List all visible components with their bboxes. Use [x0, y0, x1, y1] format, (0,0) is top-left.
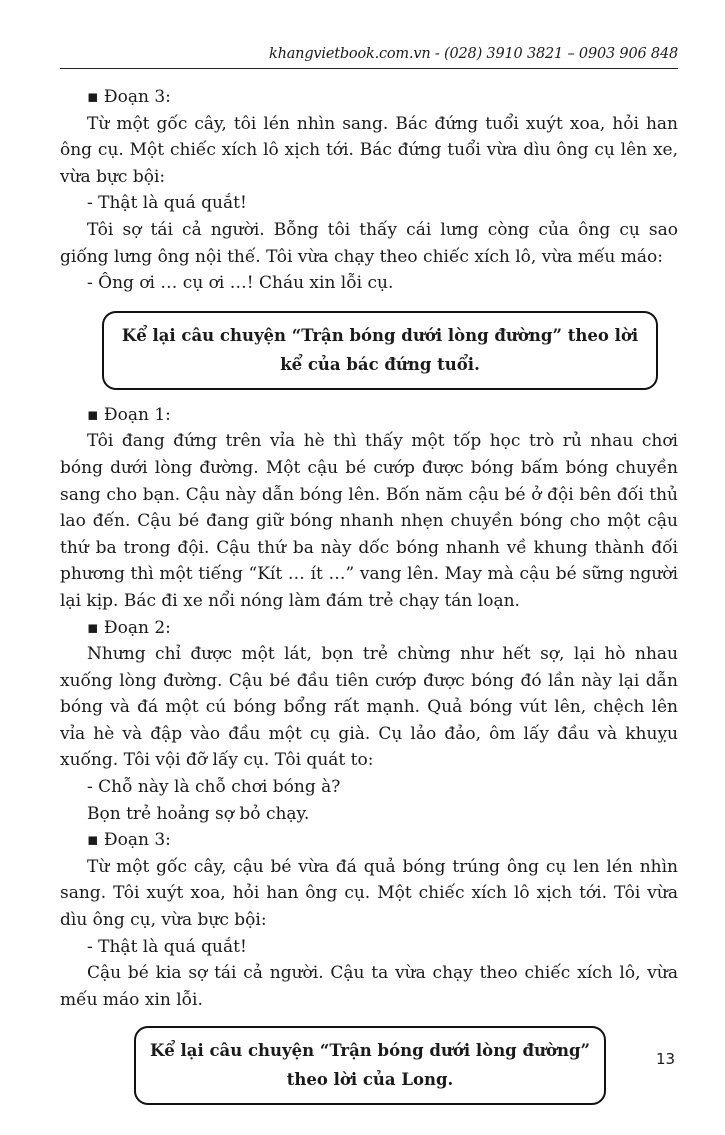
paragraph: Bọn trẻ hoảng sợ bỏ chạy.	[87, 803, 310, 824]
dialogue-line: - Thật là quá quắt!	[87, 936, 247, 957]
dialogue-line: - Ông ơi … cụ ơi …! Cháu xin lỗi cụ.	[87, 273, 394, 294]
paragraph: Tôi đang đứng trên vỉa hè thì thấy một tốp học trò rủ nhau chơi bóng dưới lòng đường. Một cậu bé cướp được bóng bấm bóng chuyền sang cho bạn. Cậu này dẫn bóng lên. Bốn năm cậu bé ở đội bên đối thủ lao đến. Cậu bé đang giữ bóng nhanh nhẹn chuyền bóng cho một cậu thứ ba trong đội. Cậu thứ ba này dốc bóng nhanh về khung thành đối phương thì một tiếng “Kít … ít …” vang lên. May mà cậu bé sững người lại kịp. Bác đi xe nổi nóng làm đám trẻ chạy tán loạn.	[60, 431, 678, 611]
header-divider	[60, 68, 678, 69]
page-number: 13	[656, 1050, 676, 1068]
paragraph: Tôi sợ tái cả người. Bỗng tôi thấy cái lưng còng của ông cụ sao giống lưng ông nội thế. Tôi vừa chạy theo chiếc xích lô, vừa mếu máo:	[60, 219, 678, 267]
page-content	[60, 84, 678, 1105]
page-header: khangvietbook.com.vn - (028) 3910 3821 – 0903 906 848	[269, 46, 678, 62]
task-box	[102, 311, 658, 390]
dialogue-line: - Thật là quá quắt!	[87, 193, 247, 214]
section-heading: ▪ Đoạn 2:	[87, 617, 171, 638]
paragraph: Từ một gốc cây, cậu bé vừa đá quả bóng trúng ông cụ len lén nhìn sang. Tôi xuýt xoa, hỏi han ông cụ. Một chiếc xích lô xịch tới. Tôi vừa dìu ông cụ, vừa bực bội:	[60, 856, 678, 931]
section-heading: ▪ Đoạn 3:	[87, 830, 171, 851]
paragraph: Nhưng chỉ được một lát, bọn trẻ chừng như hết sợ, lại hò nhau xuống lòng đường. Cậu bé đầu tiên cướp được bóng đó lần này lại dẫn bóng và đá một cú bóng bổng rất mạnh. Quả bóng vút lên, chệch lên vỉa hè và đập vào đầu một cụ già. Cụ lảo đảo, ôm lấy đầu và khuỵu xuống. Tôi vội đỡ lấy cụ. Tôi quát to:	[60, 644, 678, 771]
paragraph: Từ một gốc cây, tôi lén nhìn sang. Bác đứng tuổi xuýt xoa, hỏi han ông cụ. Một chiếc xích lô xịch tới. Bác đứng tuổi vừa dìu ông cụ lên xe, vừa bực bội:	[60, 113, 678, 187]
task-text: Kể lại câu chuyện “Trận bóng dưới lòng đường” theo lời của Long.	[149, 1041, 591, 1090]
section-heading: ▪ Đoạn 1:	[87, 404, 171, 425]
paragraph: Cậu bé kia sợ tái cả người. Cậu ta vừa chạy theo chiếc xích lô, vừa mếu máo xin lỗi.	[60, 963, 678, 1010]
section-heading: ▪ Đoạn 3:	[87, 87, 171, 107]
task-box	[134, 1026, 606, 1105]
task-text: Kể lại câu chuyện “Trận bóng dưới lòng đường” theo lời kể của bác đứng tuổi.	[121, 325, 639, 374]
dialogue-line: - Chỗ này là chỗ chơi bóng à?	[87, 777, 341, 798]
